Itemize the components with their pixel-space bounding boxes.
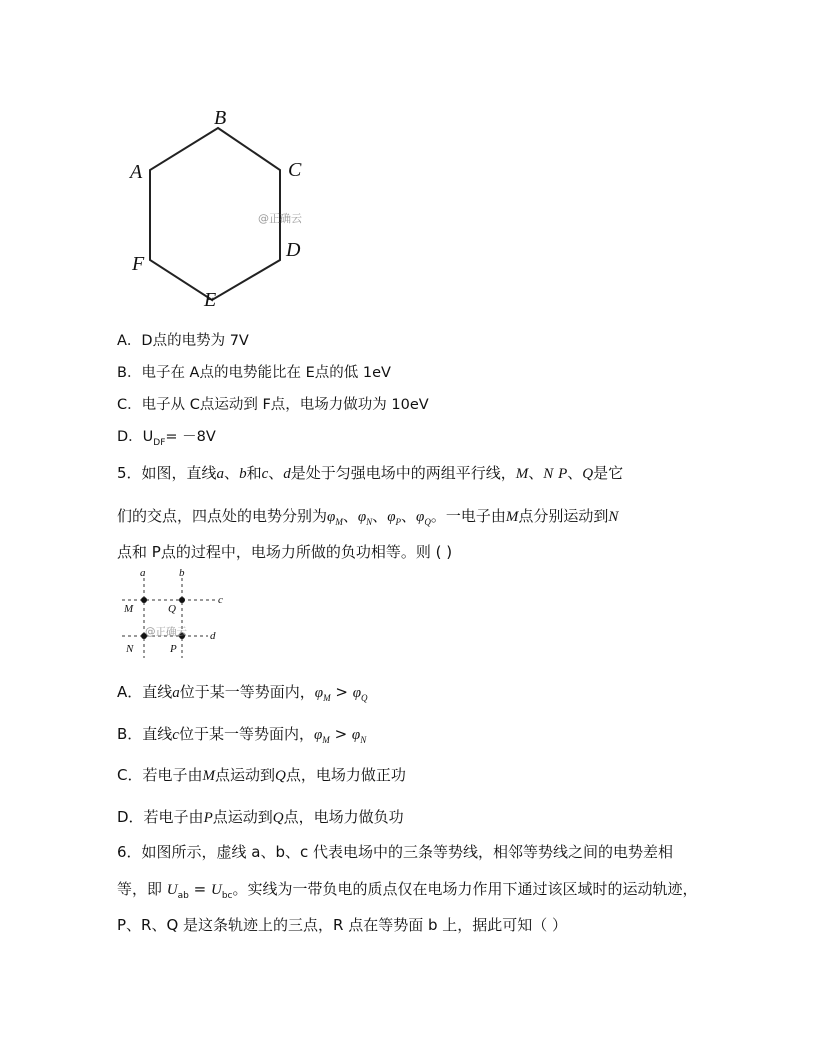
- q6-line1: 6．如图所示，虚线 a、b、c 代表电场中的三条等势线，相邻等势线之间的电势差相: [117, 843, 674, 861]
- q5-text: 、: [372, 507, 388, 525]
- q5-option-b: [117, 723, 366, 745]
- q5-var: Q: [582, 466, 594, 482]
- q5-sub: P: [395, 517, 401, 527]
- q5-text: 和: [246, 464, 262, 482]
- q5-var: Q: [272, 810, 284, 826]
- q4-option-c: C．电子从 C点运动到 F点，电场力做功为 10eV: [117, 397, 429, 413]
- q6-text: 。实线为一带负电的质点仅在电场力作用下通过该区域时的运动轨迹，: [232, 880, 698, 898]
- q5-var: a: [216, 466, 225, 482]
- q5-var: P: [558, 466, 568, 482]
- line-label-a: a: [140, 567, 146, 579]
- point-Q: [179, 597, 185, 603]
- q6-text: 等，即: [117, 880, 167, 898]
- q5-var: M: [202, 768, 215, 784]
- q5-text: 是处于匀强电场中的两组平行线，: [290, 464, 516, 482]
- q5-text: 是它: [593, 464, 624, 482]
- q5-var: a: [172, 685, 180, 701]
- point-M: [141, 597, 147, 603]
- hexagon-figure: [120, 100, 320, 315]
- q5-text: 、: [401, 507, 417, 525]
- q5-var: M: [505, 509, 519, 525]
- line-label-d: d: [210, 630, 216, 642]
- q6-var: U: [210, 882, 222, 898]
- q6-sub: bc: [221, 891, 233, 901]
- q5-text: >: [329, 725, 352, 743]
- q5-var: φ: [357, 509, 367, 525]
- q5-option-c: [117, 764, 406, 785]
- q6-text: =: [188, 880, 211, 898]
- q5-option-d: [117, 806, 404, 827]
- hexagon-diagram: [120, 100, 320, 315]
- q5-text: 位于某一等势面内，: [178, 725, 314, 743]
- q5-var: φ: [387, 509, 396, 525]
- point-label-M: M: [124, 603, 134, 615]
- q5-var: P: [203, 810, 213, 826]
- q6-sub: ab: [177, 891, 189, 901]
- q5-var: N: [543, 466, 554, 482]
- label-D: D: [286, 239, 301, 261]
- q5-sub: N: [360, 735, 367, 745]
- q5-sub: Q: [424, 517, 431, 527]
- label-B: B: [214, 107, 227, 129]
- point-label-N: N: [126, 643, 134, 655]
- q5-text: 。一电子由: [430, 507, 506, 525]
- q5-text: 点运动到: [214, 766, 275, 784]
- q5-text: 、: [528, 464, 544, 482]
- q5-var: c: [172, 727, 179, 743]
- q5-text: 、: [567, 464, 583, 482]
- q5-var: N: [608, 509, 619, 525]
- q5-text: 们的交点，四点处的电势分别为: [117, 507, 328, 525]
- q5-var: Q: [275, 768, 286, 784]
- point-label-P: P: [170, 643, 177, 655]
- q6-var: U: [166, 882, 178, 898]
- q5-text: 点运动到: [212, 808, 273, 826]
- q4-option-d: [117, 427, 216, 453]
- q5-var: d: [283, 466, 291, 482]
- q5-var: φ: [352, 685, 362, 701]
- q4-option-d-prefix: D．U: [117, 429, 154, 445]
- q5-var: M: [515, 466, 529, 482]
- q5-text: >: [330, 683, 353, 701]
- q5-var: φ: [416, 509, 425, 525]
- q5-text: 、: [342, 507, 358, 525]
- q5-var: φ: [313, 727, 323, 743]
- q5-text: 位于某一等势面内，: [179, 683, 315, 701]
- q5-grid-diagram: [118, 566, 228, 662]
- label-F: F: [132, 253, 145, 275]
- q4-option-d-suffix: = －8V: [165, 429, 216, 445]
- q5-text: 、: [224, 464, 240, 482]
- q6-line3: P、R、Q 是这条轨迹上的三点，R 点在等势面 b 上，据此可知（ ）: [117, 916, 568, 934]
- q5-sub: M: [335, 517, 343, 527]
- q4-option-d-sub: DF: [153, 437, 166, 448]
- q5-sub: M: [322, 735, 330, 745]
- point-label-Q: Q: [168, 603, 176, 615]
- q5-text: 5．如图，直线: [117, 464, 217, 482]
- q5-sub: M: [323, 693, 331, 703]
- label-A: A: [130, 161, 143, 183]
- q6-line2: [117, 878, 698, 901]
- q5-line3: 点和 P点的过程中，电场力所做的负功相等。则 ( ): [117, 543, 453, 561]
- q5-var: φ: [327, 509, 336, 525]
- q5-text: 、: [268, 464, 284, 482]
- q5-text: C．若电子由: [117, 766, 203, 784]
- q5-sub: Q: [361, 693, 368, 703]
- q5-sub: N: [366, 517, 373, 527]
- q5-var: φ: [351, 727, 361, 743]
- q5-text: 点，电场力做正功: [285, 766, 406, 784]
- q5-line2: [117, 505, 618, 527]
- q5-text: 点，电场力做负功: [283, 808, 404, 826]
- watermark: @正确云: [258, 212, 302, 225]
- q5-line1: [117, 462, 623, 483]
- q5-grid-figure: [118, 566, 228, 662]
- label-E: E: [204, 289, 217, 311]
- q5-var: φ: [314, 685, 324, 701]
- label-C: C: [288, 159, 302, 181]
- q5-option-a: [117, 681, 368, 703]
- q5-text: B．直线: [117, 725, 173, 743]
- q5-var: c: [261, 466, 269, 482]
- line-label-c: c: [218, 594, 223, 606]
- watermark: @正确云: [145, 626, 187, 638]
- q4-option-a: A．D点的电势为 7V: [117, 333, 249, 349]
- line-label-b: b: [179, 567, 185, 579]
- q5-text: 点分别运动到: [518, 507, 609, 525]
- q5-var: b: [239, 466, 247, 482]
- q5-text: D．若电子由: [117, 808, 204, 826]
- q5-text: A．直线: [117, 683, 173, 701]
- q4-option-b: B．电子在 A点的电势能比在 E点的低 1eV: [117, 365, 391, 381]
